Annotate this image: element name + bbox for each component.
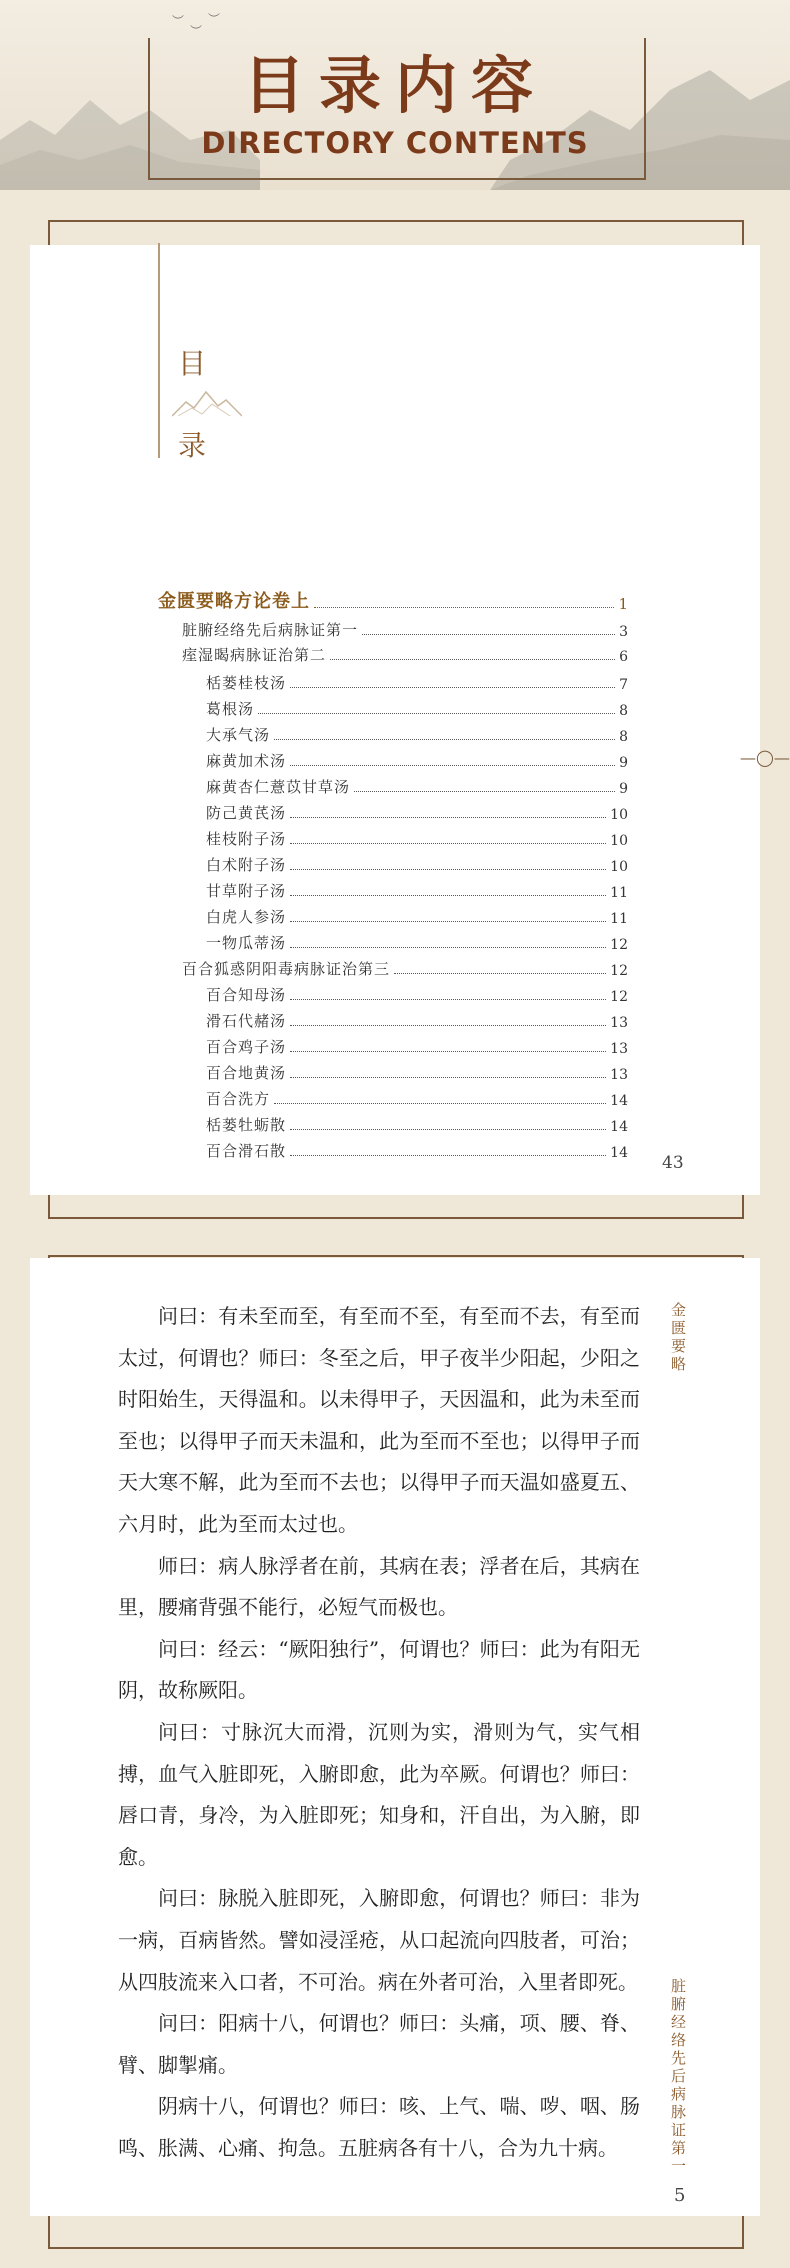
- toc-entry[interactable]: [206, 1059, 628, 1083]
- paragraph: 问曰：经云：“厥阳独行”，何谓也？师曰：此为有阳无阴，故称厥阳。: [118, 1636, 640, 1703]
- bird-icon: ︶: [208, 12, 221, 26]
- toc-leader-dots: [274, 1103, 606, 1104]
- toc-leader-dots: [354, 791, 615, 792]
- toc-entry-page: 13: [610, 1041, 628, 1057]
- toc-entry-page: 8: [619, 703, 628, 719]
- toc-entry[interactable]: [182, 955, 628, 979]
- toc-entry[interactable]: [206, 695, 628, 719]
- toc-entry-title: 甘草附子汤: [206, 882, 287, 900]
- toc-leader-dots: [290, 921, 606, 922]
- toc-leader-dots: [290, 687, 615, 688]
- toc-entry-title: 葛根汤: [206, 700, 255, 718]
- page-number: 43: [662, 1153, 684, 1173]
- toc-leader-dots: [314, 607, 614, 608]
- toc-leader-dots: [362, 634, 615, 635]
- toc-entry[interactable]: [206, 981, 628, 1005]
- paragraph: 师曰：病人脉浮者在前，其病在表；浮者在后，其病在里，腰痛背强不能行，必短气而极也。: [118, 1553, 640, 1620]
- toc-entry-title: 百合鸡子汤: [206, 1038, 287, 1056]
- toc-entry[interactable]: [206, 721, 628, 745]
- running-book-title: 金匮要略: [669, 1302, 687, 1374]
- toc-entry-page: 11: [610, 911, 628, 927]
- toc-entry-title: 麻黄杏仁薏苡甘草汤: [206, 778, 351, 796]
- toc-entry[interactable]: [206, 1007, 628, 1031]
- toc-leader-dots: [290, 1129, 606, 1130]
- toc-entry[interactable]: [206, 747, 628, 771]
- toc-heading-char-2: 录: [178, 429, 207, 462]
- body-text: [118, 1296, 640, 2169]
- toc-entry-title: 大承气汤: [206, 726, 271, 744]
- toc-entry-title: 栝蒌牡蛎散: [206, 1116, 287, 1134]
- page-title: 目录内容: [242, 49, 547, 122]
- toc-entry-page: 13: [610, 1067, 628, 1083]
- toc-entry-page: 8: [619, 729, 628, 745]
- page-number: 5: [674, 2185, 686, 2206]
- toc-entry[interactable]: [206, 1137, 628, 1161]
- toc-entry-page: 13: [610, 1015, 628, 1031]
- running-chapter-title: 脏腑经络先后病脉证第一: [669, 1978, 687, 2176]
- toc-entry-page: 12: [610, 989, 628, 1005]
- toc-leader-dots: [258, 713, 615, 714]
- toc-entry-title: 一物瓜蒂汤: [206, 934, 287, 952]
- paragraph: 问曰：寸脉沉大而滑，沉则为实，滑则为气，实气相搏，血气入脏即死，入腑即愈，此为卒厥。何谓也？师曰：唇口青，身冷，为入脏即死；知身和，汗自出，为入腑，即愈。: [118, 1719, 640, 1869]
- toc-entry-title: 百合滑石散: [206, 1142, 287, 1160]
- toc-leader-dots: [290, 1025, 606, 1026]
- toc-entry-page: 3: [619, 624, 628, 640]
- page-edge-mark-icon: —◯—: [740, 748, 790, 767]
- toc-leader-dots: [290, 869, 606, 870]
- toc-entry[interactable]: [206, 851, 628, 875]
- toc-entry-page: 9: [619, 755, 628, 771]
- toc-entry-title: 百合地黄汤: [206, 1064, 287, 1082]
- toc-entry-title: 白术附子汤: [206, 856, 287, 874]
- paragraph: 问曰：阳病十八，何谓也？师曰：头痛，项、腰、脊、臂、脚掣痛。: [118, 2011, 640, 2077]
- toc-entry[interactable]: [206, 799, 628, 823]
- paragraph: 阴病十八，何谓也？师曰：咳、上气、喘、哕、咽、肠鸣、胀满、心痛、拘急。五脏病各有十八，合为九十病。: [118, 2094, 640, 2160]
- toc-entry[interactable]: [182, 641, 628, 665]
- toc-entry-page: 7: [619, 677, 628, 693]
- toc-leader-dots: [290, 817, 606, 818]
- toc-entry[interactable]: [182, 616, 628, 640]
- toc-entry[interactable]: [206, 903, 628, 927]
- toc-entry[interactable]: [206, 1111, 628, 1135]
- toc-entry-title: 痓湿暍病脉证治第二: [182, 646, 327, 664]
- toc-entry-page: 10: [610, 807, 628, 823]
- toc-leader-dots: [290, 999, 606, 1000]
- toc-entry[interactable]: [206, 825, 628, 849]
- toc-entry-title: 金匮要略方论卷上: [158, 591, 310, 612]
- toc-leader-dots: [290, 765, 615, 766]
- toc-entry-page: 14: [610, 1093, 628, 1109]
- toc-entry-page: 12: [610, 937, 628, 953]
- toc-entry[interactable]: [206, 1085, 628, 1109]
- page-subtitle: DIRECTORY CONTENTS: [201, 126, 589, 160]
- toc-entry[interactable]: [206, 877, 628, 901]
- toc-leader-dots: [290, 947, 606, 948]
- toc-entry-page: 12: [610, 963, 628, 979]
- paragraph: 问曰：脉脱入脏即死，入腑即愈，何谓也？师曰：非为一病，百病皆然。譬如浸淫疮，从口起流向四肢者，可治；从四肢流来入口者，不可治。病在外者可治，入里者即死。: [118, 1886, 640, 1994]
- toc-divider: [158, 243, 160, 458]
- toc-entry-page: 14: [610, 1145, 628, 1161]
- paragraph: 问曰：有未至而至，有至而不至，有至而不去，有至而太过，何谓也？师曰：冬至之后，甲子夜半少阳起，少阳之时阳始生，天得温和。以未得甲子，天因温和，此为未至而至也；以得甲子而天未温和，此为至而不至也；以得甲子而天大寒不解，此为至而不去也；以得甲子而天温如盛夏五、六月时，此为至而太过也。: [118, 1304, 640, 1536]
- toc-entry-title: 防己黄芪汤: [206, 804, 287, 822]
- toc-entry[interactable]: [158, 589, 628, 613]
- toc-entry[interactable]: [206, 669, 628, 693]
- mountain-ornament-icon: [172, 388, 242, 418]
- toc-entry-title: 百合知母汤: [206, 986, 287, 1004]
- toc-entry-title: 白虎人参汤: [206, 908, 287, 926]
- toc-entry-page: 1: [618, 595, 628, 613]
- toc-entry-title: 滑石代赭汤: [206, 1012, 287, 1030]
- toc-entry-title: 桂枝附子汤: [206, 830, 287, 848]
- toc-entry[interactable]: [206, 773, 628, 797]
- bird-icon: ︶: [172, 14, 185, 28]
- toc-entry-page: 10: [610, 833, 628, 849]
- toc-leader-dots: [274, 739, 615, 740]
- toc-entry-page: 9: [619, 781, 628, 797]
- toc-entry-title: 百合狐惑阴阳毒病脉证治第三: [182, 960, 391, 978]
- toc-entry-title: 脏腑经络先后病脉证第一: [182, 621, 359, 639]
- toc-leader-dots: [290, 1051, 606, 1052]
- toc-leader-dots: [330, 659, 615, 660]
- toc-entry-page: 6: [619, 649, 628, 665]
- toc-entry-page: 10: [610, 859, 628, 875]
- toc-leader-dots: [394, 973, 606, 974]
- toc-entry-title: 百合洗方: [206, 1090, 271, 1108]
- toc-entry-page: 11: [610, 885, 628, 901]
- toc-entry-page: 14: [610, 1119, 628, 1135]
- toc-heading-char-1: 目: [178, 347, 207, 380]
- toc-entry-title: 栝蒌桂枝汤: [206, 674, 287, 692]
- toc-leader-dots: [290, 1155, 606, 1156]
- toc-leader-dots: [290, 895, 606, 896]
- toc-leader-dots: [290, 843, 606, 844]
- toc-entry[interactable]: [206, 929, 628, 953]
- bird-icon: ︶: [190, 24, 203, 38]
- toc-entry-title: 麻黄加术汤: [206, 752, 287, 770]
- toc-leader-dots: [290, 1077, 606, 1078]
- toc-entry[interactable]: [206, 1033, 628, 1057]
